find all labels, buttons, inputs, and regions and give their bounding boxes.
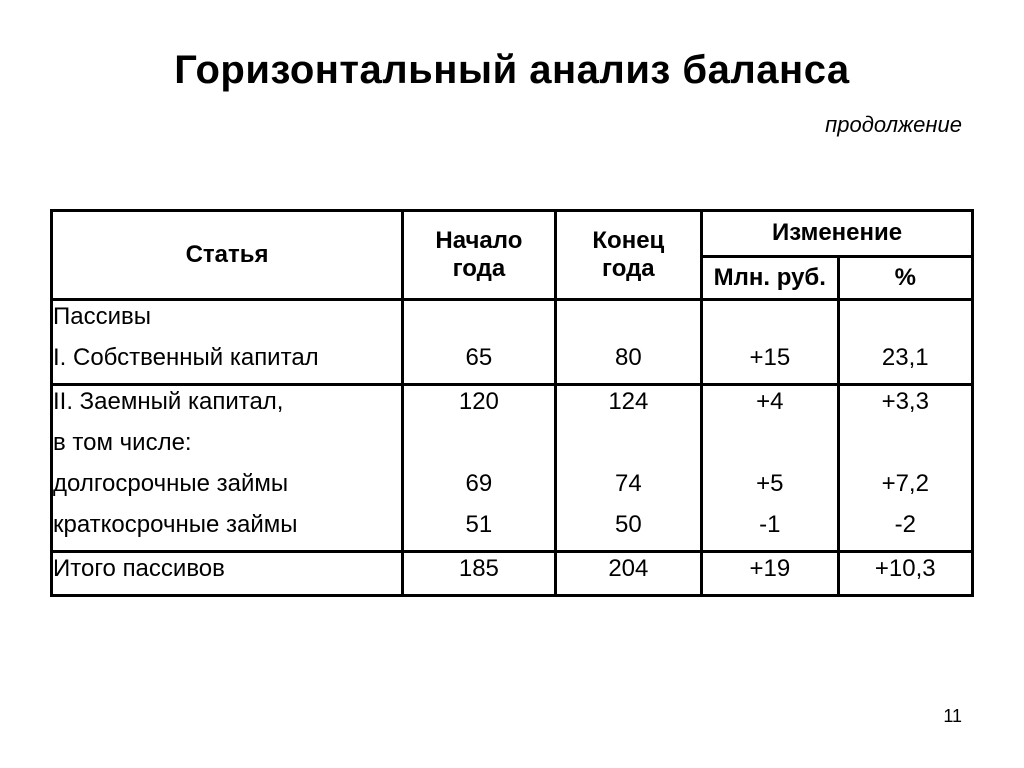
cell-start-line — [404, 301, 553, 342]
table-row — [52, 552, 973, 596]
cell-end-line: 50 — [615, 511, 642, 538]
cell-article-line: I. Собственный капитал — [53, 344, 319, 371]
table-body — [52, 300, 973, 596]
cell-article-line: долгосрочные займы — [53, 470, 289, 497]
cell-change-mln-line: +19 — [749, 555, 791, 582]
cell-end-line: 74 — [615, 470, 642, 497]
cell-change-pct-line: -2 — [894, 511, 916, 538]
cell-change-mln-line — [703, 427, 836, 468]
cell-end — [555, 552, 701, 596]
table-row — [52, 300, 973, 385]
cell-change-pct-line: +10,3 — [874, 555, 936, 582]
cell-change-mln — [702, 385, 838, 552]
cell-change-mln-line: +15 — [749, 344, 791, 371]
table-row — [52, 385, 973, 552]
cell-article-line: Пассивы — [53, 303, 152, 330]
cell-article-line: Итого пассивов — [53, 555, 225, 582]
cell-start — [403, 552, 555, 596]
cell-change-pct — [838, 300, 972, 385]
cell-change-pct — [838, 552, 972, 596]
cell-start — [403, 300, 555, 385]
cell-change-pct — [838, 385, 972, 552]
slide-title: Горизонтальный анализ баланса — [174, 48, 850, 92]
cell-start-line — [404, 427, 553, 468]
header-change: Изменение — [702, 211, 973, 257]
cell-article — [52, 385, 403, 552]
header-end-of-year: Конец года — [555, 211, 701, 300]
slide-subtitle: продолжение — [825, 112, 962, 137]
cell-end-line: 204 — [608, 555, 649, 582]
cell-change-pct-line: +7,2 — [881, 470, 929, 497]
cell-start-line: 69 — [465, 470, 493, 497]
balance-table — [50, 209, 974, 597]
page-number: 11 — [943, 706, 962, 726]
cell-end — [555, 385, 701, 552]
cell-article-line: в том числе: — [53, 429, 192, 456]
cell-end-line — [557, 301, 700, 342]
cell-end-line: 80 — [615, 344, 642, 371]
cell-start-line: 51 — [465, 511, 493, 538]
cell-change-pct-line — [840, 301, 971, 342]
cell-article — [52, 552, 403, 596]
cell-end-line — [557, 427, 700, 468]
cell-change-mln — [702, 300, 838, 385]
cell-article-line: краткосрочные займы — [53, 511, 298, 538]
cell-change-mln-line: +5 — [756, 470, 784, 497]
cell-end-line: 124 — [608, 388, 649, 415]
cell-article — [52, 300, 403, 385]
header-article: Статья — [52, 211, 403, 300]
cell-article-line: II. Заемный капитал, — [53, 388, 284, 415]
cell-start-line: 185 — [458, 555, 499, 582]
cell-change-mln-line: +4 — [756, 388, 784, 415]
header-change-pct: % — [838, 256, 972, 300]
cell-change-mln-line: -1 — [759, 511, 781, 538]
header-change-mln: Млн. руб. — [702, 256, 838, 300]
cell-end — [555, 300, 701, 385]
header-row — [52, 211, 973, 257]
header-start-of-year: Начало года — [403, 211, 555, 300]
cell-change-mln-line — [703, 301, 836, 342]
cell-start-line: 120 — [458, 388, 499, 415]
cell-change-pct-line — [840, 427, 971, 468]
cell-change-mln — [702, 552, 838, 596]
cell-start-line: 65 — [465, 344, 493, 371]
cell-change-pct-line: +3,3 — [881, 388, 929, 415]
cell-start — [403, 385, 555, 552]
cell-change-pct-line: 23,1 — [881, 344, 929, 371]
